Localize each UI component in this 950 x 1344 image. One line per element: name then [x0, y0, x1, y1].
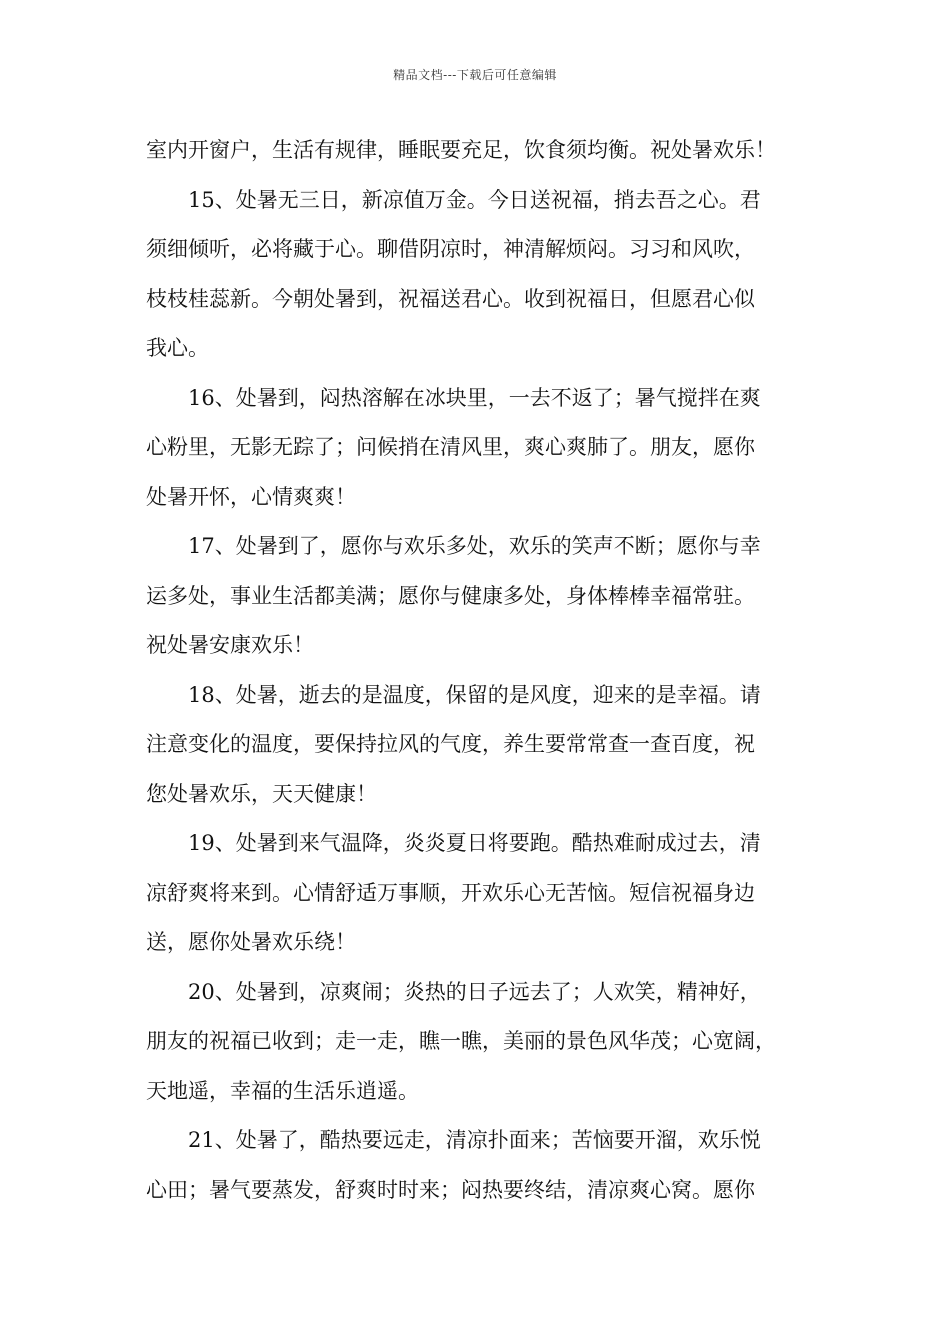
- page-header: 精品文档---下载后可任意编辑: [393, 68, 557, 82]
- text-line: 15、处暑无三日，新凉值万金。今日送祝福，捎去吾之心。君: [188, 187, 761, 212]
- paragraph: [146, 968, 826, 1117]
- paragraph: [146, 819, 826, 968]
- text-line: 16、处暑到，闷热溶解在冰块里，一去不返了；暑气搅拌在爽: [188, 385, 761, 410]
- paragraph: [146, 522, 826, 671]
- paragraph: [146, 126, 826, 176]
- text-line: 心田；暑气要蒸发，舒爽时时来；闷热要终结，清凉爽心窝。愿你: [146, 1177, 755, 1202]
- text-line: 20、处暑到，凉爽闹；炎热的日子远去了；人欢笑，精神好，: [188, 979, 761, 1004]
- paragraph: [146, 671, 826, 820]
- paragraph: [146, 176, 826, 374]
- document-body: [146, 126, 826, 1215]
- text-line: 祝处暑安康欢乐！: [146, 633, 314, 657]
- text-line: 朋友的祝福已收到；走一走，瞧一瞧，美丽的景色风华茂；心宽阔，: [146, 1029, 776, 1053]
- text-line: 17、处暑到了，愿你与欢乐多处，欢乐的笑声不断；愿你与幸: [188, 534, 761, 558]
- text-line: 室内开窗户，生活有规律，睡眠要充足，饮食须均衡。祝处暑欢乐！: [146, 138, 776, 162]
- text-line: 枝枝桂蕊新。今朝处暑到，祝福送君心。收到祝福日，但愿君心似: [146, 286, 755, 311]
- text-line: 18、处暑，逝去的是温度，保留的是风度，迎来的是幸福。请: [188, 682, 761, 707]
- text-line: 您处暑欢乐，天天健康！: [146, 781, 377, 806]
- text-line: 处暑开怀，心情爽爽！: [146, 484, 356, 509]
- text-line: 送，愿你处暑欢乐绕！: [146, 930, 356, 954]
- text-line: 运多处，事业生活都美满；愿你与健康多处，身体棒棒幸福常驻。: [146, 583, 755, 608]
- text-line: 凉舒爽将来到。心情舒适万事顺，开欢乐心无苦恼。短信祝福身边: [146, 880, 755, 905]
- text-line: 19、处暑到来气温降，炎炎夏日将要跑。酷热难耐成过去，清: [188, 831, 761, 855]
- text-line: 21、处暑了，酷热要远走，清凉扑面来；苦恼要开溜，欢乐悦: [188, 1128, 761, 1152]
- text-line: 须细倾听，必将藏于心。聊借阴凉时，神清解烦闷。习习和风吹，: [146, 237, 755, 261]
- paragraph: [146, 1116, 826, 1215]
- text-line: 心粉里，无影无踪了；问候捎在清风里，爽心爽肺了。朋友，愿你: [146, 435, 755, 459]
- text-line: 天地遥，幸福的生活乐逍遥。: [146, 1078, 419, 1103]
- paragraph: [146, 374, 826, 523]
- text-line: 注意变化的温度，要保持拉风的气度，养生要常常查一查百度，祝: [146, 732, 755, 756]
- text-line: 我心。: [146, 336, 209, 360]
